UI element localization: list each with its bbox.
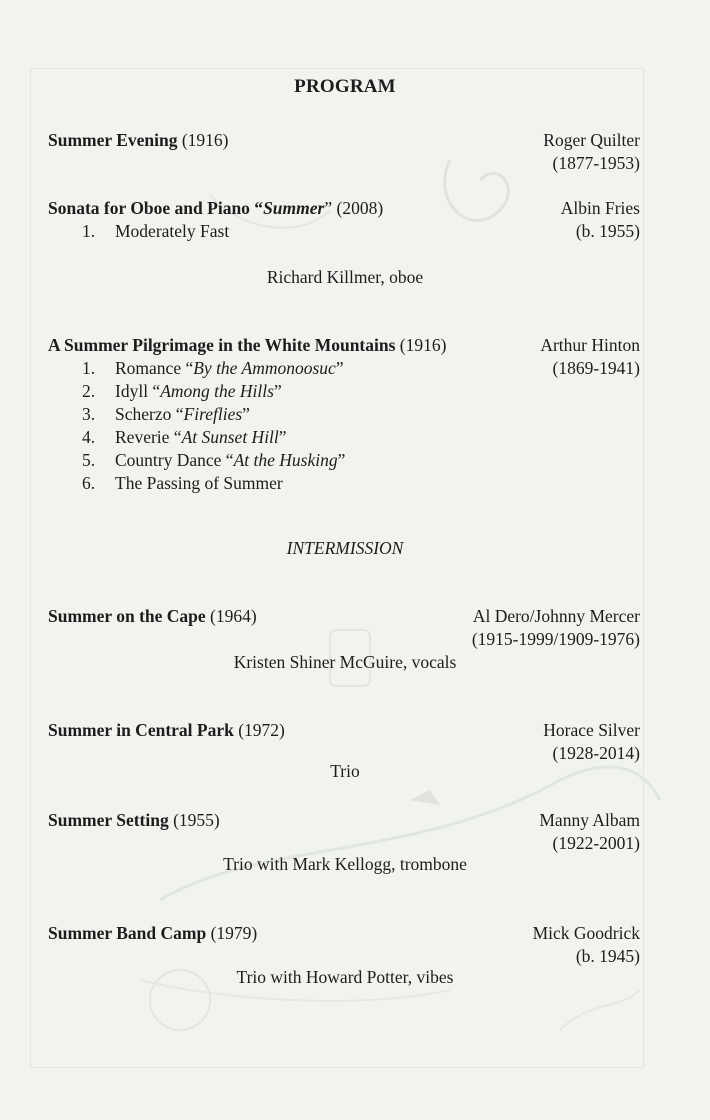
work-name-prefix: Sonata for Oboe and Piano “ <box>48 198 264 218</box>
movement-item: 5. Country Dance “At the Husking” <box>82 450 346 470</box>
work-year: (1955) <box>173 810 220 830</box>
composer-name: Roger Quilter <box>543 130 640 150</box>
performer-line: Trio with Mark Kellogg, trombone <box>223 854 467 874</box>
work-title-summer-pilgrimage <box>48 334 446 357</box>
composer-name: Albin Fries <box>560 198 640 218</box>
work-year: (1972) <box>238 720 285 740</box>
work-name: Summer Setting <box>48 810 169 830</box>
composer-block <box>543 719 640 765</box>
work-name: Summer on the Cape <box>48 606 206 626</box>
movement-item: 4. Reverie “At Sunset Hill” <box>82 427 287 447</box>
composer-name: Manny Albam <box>539 810 640 830</box>
performer-line: Trio <box>330 761 360 781</box>
intermission-label: INTERMISSION <box>286 538 404 558</box>
work-name: Summer Band Camp <box>48 923 207 943</box>
composer-name: Arthur Hinton <box>540 335 640 355</box>
composer-block <box>539 809 640 855</box>
page-title: PROGRAM <box>294 76 396 97</box>
composer-name: Mick Goodrick <box>532 923 640 943</box>
work-title-summer-in-central-park <box>48 719 285 742</box>
work-title-sonata <box>48 197 383 220</box>
composer-dates: (1915-1999/1909-1976) <box>471 629 640 649</box>
work-year: (1964) <box>210 606 257 626</box>
performer-line: Richard Killmer, oboe <box>266 267 424 287</box>
work-name: Summer Evening <box>48 130 178 150</box>
work-title-summer-on-the-cape <box>48 605 257 628</box>
work-year: (1979) <box>210 923 258 943</box>
work-year: (2008) <box>336 198 384 218</box>
movement-list <box>82 220 229 243</box>
performer-line: Trio with Howard Potter, vibes <box>236 967 454 987</box>
composer-dates: (1928-2014) <box>552 743 640 763</box>
work-title-summer-evening <box>48 129 229 152</box>
composer-dates: (1922-2001) <box>552 833 640 853</box>
work-year: (1916) <box>181 130 229 150</box>
work-name-suffix: ” <box>324 198 333 218</box>
movement-item: 6. The Passing of Summer <box>82 473 283 493</box>
composer-block <box>543 129 640 175</box>
movement-list <box>82 357 345 495</box>
composer-block <box>540 334 640 380</box>
composer-dates: (b. 1945) <box>575 946 640 966</box>
movement-item: 3. Scherzo “Fireflies” <box>82 404 250 424</box>
work-title-summer-setting <box>48 809 220 832</box>
work-name: A Summer Pilgrimage in the White Mountains <box>48 335 396 355</box>
composer-block <box>533 922 640 968</box>
movement-item: 1. Romance “By the Ammonoosuc” <box>82 358 344 378</box>
movement-item: 1. Moderately Fast <box>82 221 230 241</box>
work-name: Summer in Central Park <box>48 720 234 740</box>
composer-block <box>561 197 640 243</box>
composer-name: Al Dero/Johnny Mercer <box>472 606 640 626</box>
performer-line: Kristen Shiner McGuire, vocals <box>233 652 457 672</box>
composer-dates: (1869-1941) <box>552 358 640 378</box>
work-year: (1916) <box>399 335 447 355</box>
composer-dates: (1877-1953) <box>552 153 640 173</box>
work-title-summer-band-camp <box>48 922 257 945</box>
work-name-italic: Summer <box>263 198 325 218</box>
composer-block <box>472 605 640 651</box>
composer-name: Horace Silver <box>543 720 640 740</box>
composer-dates: (b. 1955) <box>575 221 640 241</box>
movement-item: 2. Idyll “Among the Hills” <box>82 381 282 401</box>
